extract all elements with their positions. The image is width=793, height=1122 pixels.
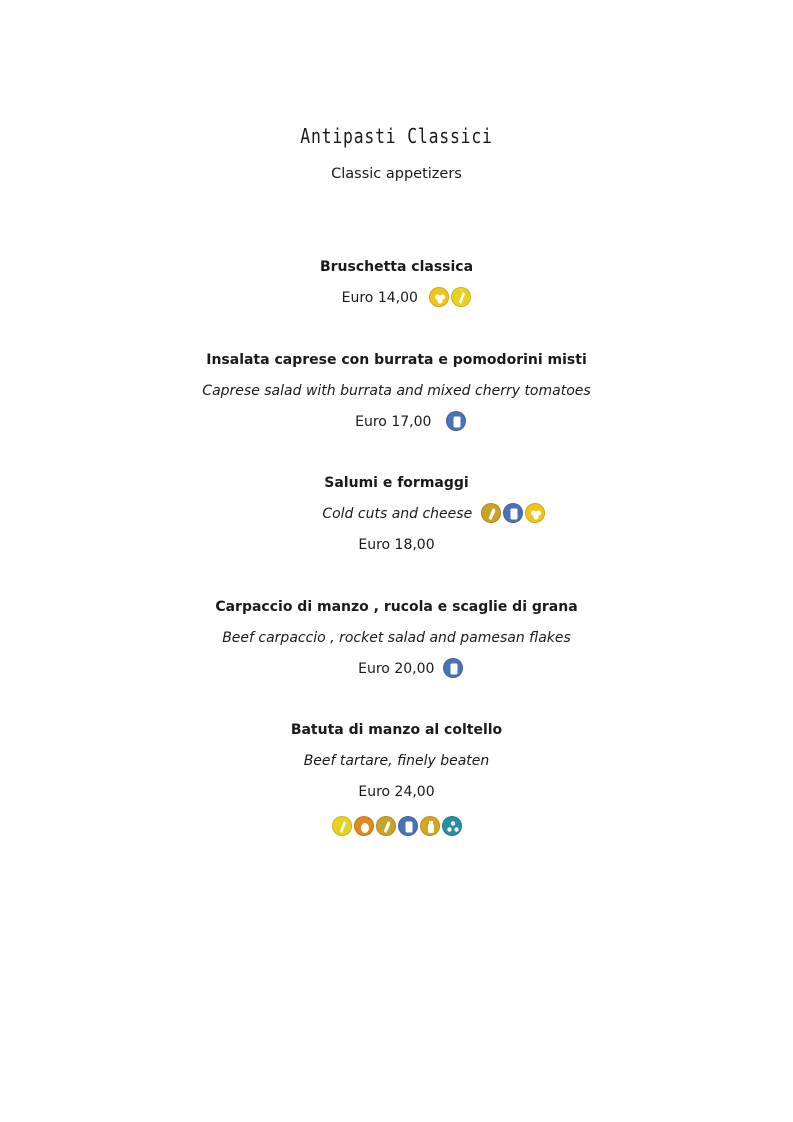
gluten-icon bbox=[451, 287, 471, 307]
item-price-row bbox=[10, 288, 793, 308]
allergen-icons bbox=[429, 287, 471, 307]
mustard-icon bbox=[376, 816, 396, 836]
gluten-icon bbox=[332, 816, 352, 836]
item-price: Euro 24,00 bbox=[358, 784, 435, 800]
item-english: Beef tartare, finely beaten bbox=[303, 753, 490, 769]
item-price-row bbox=[14, 659, 793, 679]
item-price: Euro 20,00 bbox=[358, 661, 435, 677]
allergen-icons bbox=[0, 816, 793, 836]
item-english-row bbox=[37, 504, 793, 524]
allergen-icons bbox=[443, 658, 463, 678]
mustard-bottle-icon bbox=[420, 816, 440, 836]
milk-icon bbox=[503, 503, 523, 523]
mustard-icon bbox=[481, 503, 501, 523]
item-english: Beef carpaccio , rocket salad and pamesan flakes bbox=[222, 630, 571, 646]
lupin-icon bbox=[429, 287, 449, 307]
section-subtitle: Classic appetizers bbox=[331, 166, 462, 182]
item-price-row bbox=[14, 412, 793, 432]
section-title: Antipasti Classici bbox=[300, 124, 493, 148]
item-english: Cold cuts and cheese bbox=[322, 506, 473, 522]
item-english: Caprese salad with burrata and mixed cherry tomatoes bbox=[202, 383, 591, 399]
milk-icon bbox=[398, 816, 418, 836]
allergen-icons bbox=[481, 503, 545, 523]
item-price: Euro 14,00 bbox=[341, 290, 418, 306]
item-name: Bruschetta classica bbox=[319, 259, 474, 275]
allergen-icons bbox=[446, 411, 466, 431]
item-price: Euro 18,00 bbox=[358, 537, 435, 553]
egg-icon bbox=[354, 816, 374, 836]
lupin-icon bbox=[525, 503, 545, 523]
milk-icon bbox=[446, 411, 466, 431]
item-price: Euro 17,00 bbox=[355, 414, 432, 430]
item-name: Insalata caprese con burrata e pomodorini misti bbox=[206, 352, 587, 368]
item-name: Salumi e formaggi bbox=[324, 475, 469, 491]
item-name: Batuta di manzo al coltello bbox=[290, 722, 503, 738]
milk-icon bbox=[443, 658, 463, 678]
sulphites-icon bbox=[442, 816, 462, 836]
item-name: Carpaccio di manzo , rucola e scaglie di grana bbox=[215, 599, 578, 615]
